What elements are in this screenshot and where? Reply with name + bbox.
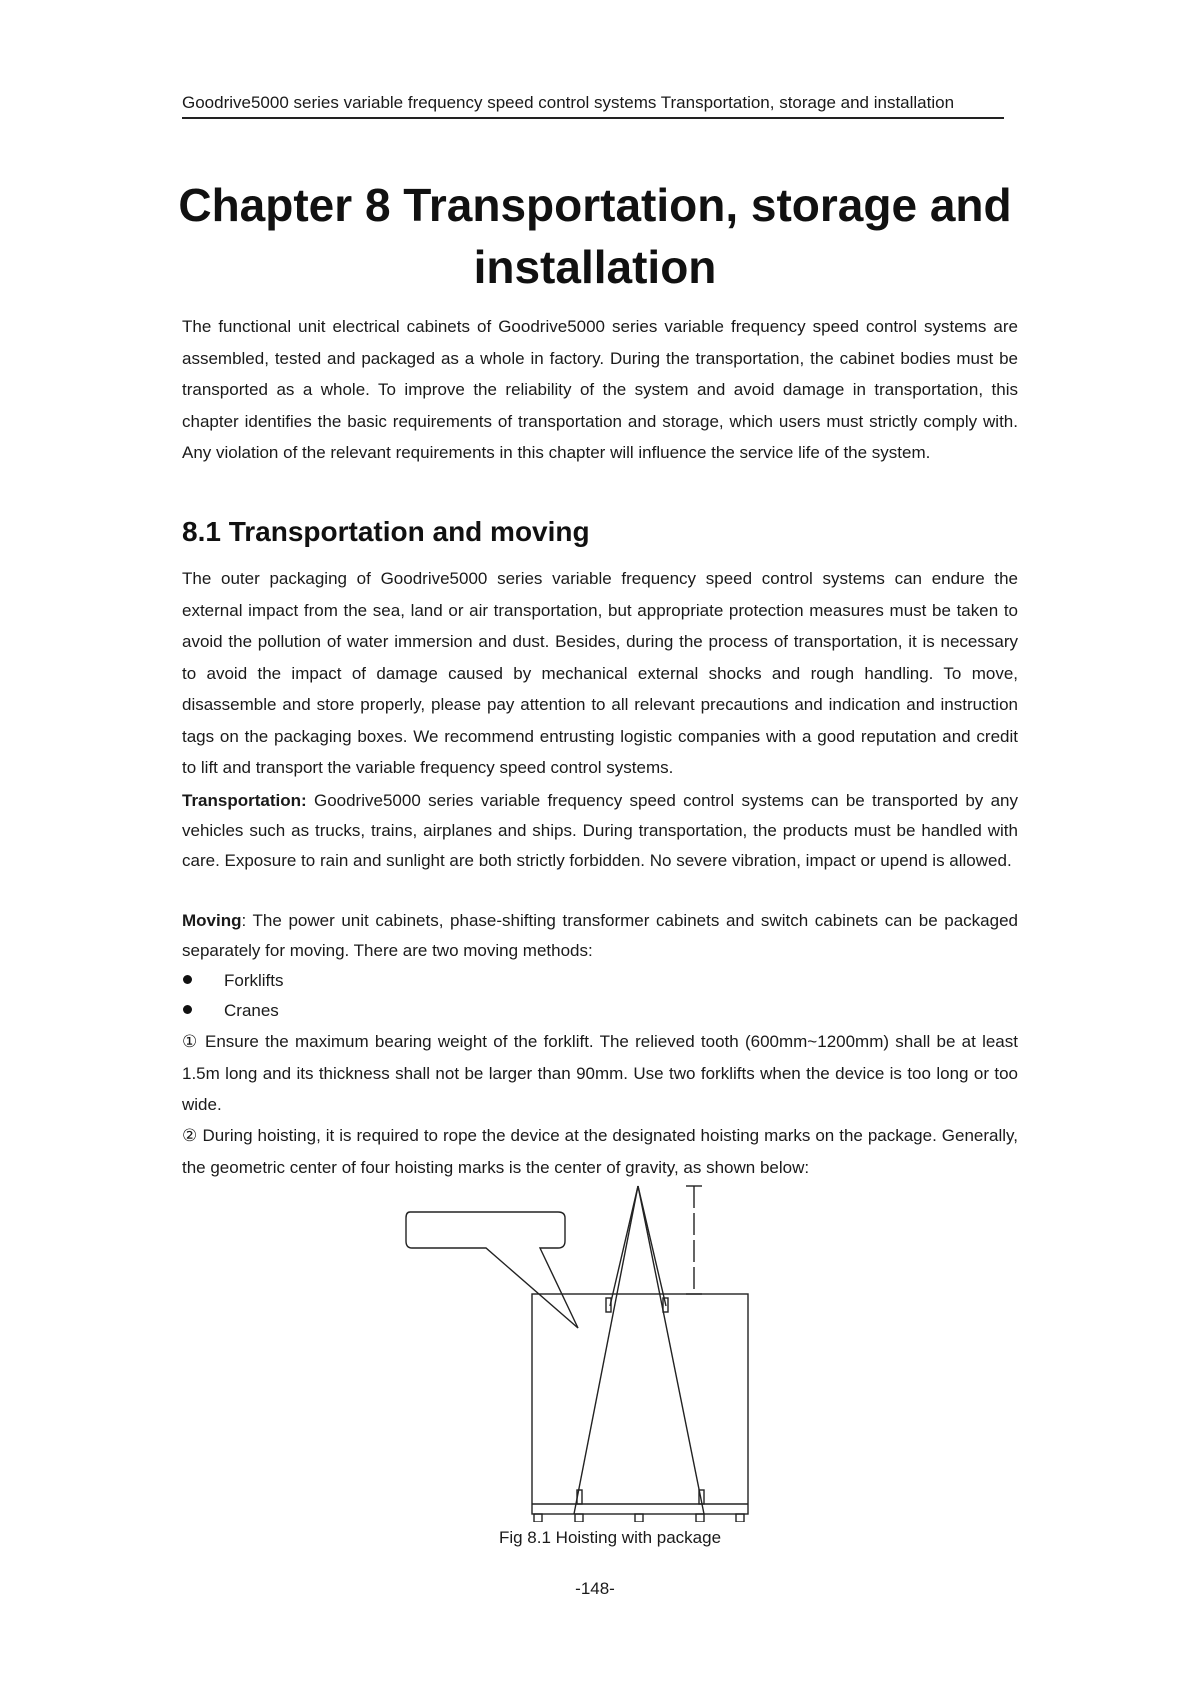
transportation-text: Goodrive5000 series variable frequency speed control systems can be transported by any vehicles such as trucks, trains, airplanes and ships. During transportation, the products must be handled with care. Exposure to rain and sunlight are both strictly forbidden. No severe vibration, impact or upend is allowed. xyxy=(182,791,1018,870)
hoisting-step-paragraph: ② During hoisting, it is required to rope the device at the designated hoisting marks on the package. Generally, the geometric center of four hoisting marks is the center of gravity, as shown below: xyxy=(182,1126,1018,1177)
list-item-text: Cranes xyxy=(224,1001,279,1020)
skid-foot xyxy=(696,1514,704,1522)
section-heading: 8.1 Transportation and moving xyxy=(182,516,590,547)
list-item xyxy=(182,996,279,1026)
callout-bubble xyxy=(406,1212,578,1328)
skid-foot xyxy=(534,1514,542,1522)
moving-label: Moving xyxy=(182,911,242,930)
list-item-text: Forklifts xyxy=(224,971,284,990)
chapter-title: Chapter 8 Transportation, storage and installation xyxy=(178,179,1012,293)
list-item xyxy=(182,966,284,996)
hoisting-rope xyxy=(574,1186,638,1514)
hoisting-diagram xyxy=(400,1176,780,1522)
hoisting-rope xyxy=(638,1186,704,1514)
page-number: -148- xyxy=(575,1579,615,1598)
moving-text: : The power unit cabinets, phase-shifting transformer cabinets and switch cabinets can be packaged separately for moving. There are two moving methods: xyxy=(182,911,1018,960)
transportation-label: Transportation: xyxy=(182,791,307,810)
running-header: Goodrive5000 series variable frequency speed control systems Transportation, storage and installation xyxy=(182,92,1004,119)
skid-foot xyxy=(635,1514,643,1522)
forklift-step-paragraph: ① Ensure the maximum bearing weight of the forklift. The relieved tooth (600mm~1200mm) shall be at least 1.5m long and its thickness shall not be larger than 90mm. Use two forklifts when the device is too long or too wide. xyxy=(182,1032,1018,1114)
figure-caption: Fig 8.1 Hoisting with package xyxy=(498,1528,722,1547)
skid-foot xyxy=(736,1514,744,1522)
chapter-intro-paragraph: The functional unit electrical cabinets of Goodrive5000 series variable frequency speed control systems are assembled, tested and packaged as a whole in factory. During the transportation, the cabinet bodies must be transported as a whole. To improve the reliability of the system and avoid damage in transportation, this chapter identifies the basic requirements of transportation and storage, which users must strictly comply with. Any violation of the relevant requirements in this chapter will influence the service life of the system. xyxy=(182,317,1018,462)
outer-packaging-paragraph: The outer packaging of Goodrive5000 series variable frequency speed control systems can endure the external impact from the sea, land or air transportation, but appropriate protection measures must be taken to avoid the pollution of water immersion and dust. Besides, during the process of transportation, it is necessary to avoid the impact of damage caused by mechanical external shocks and rough handling. To move, disassemble and store properly, please pay attention to all relevant precautions and indication and instruction tags on the packaging boxes. We recommend entrusting logistic companies with a good reputation and credit to lift and transport the variable frequency speed control systems. xyxy=(182,569,1018,777)
moving-paragraph xyxy=(182,906,1018,966)
transportation-paragraph xyxy=(182,786,1018,876)
bullet-icon xyxy=(183,975,192,984)
bullet-icon xyxy=(183,1005,192,1014)
package-box xyxy=(532,1294,748,1514)
skid-foot xyxy=(575,1514,583,1522)
